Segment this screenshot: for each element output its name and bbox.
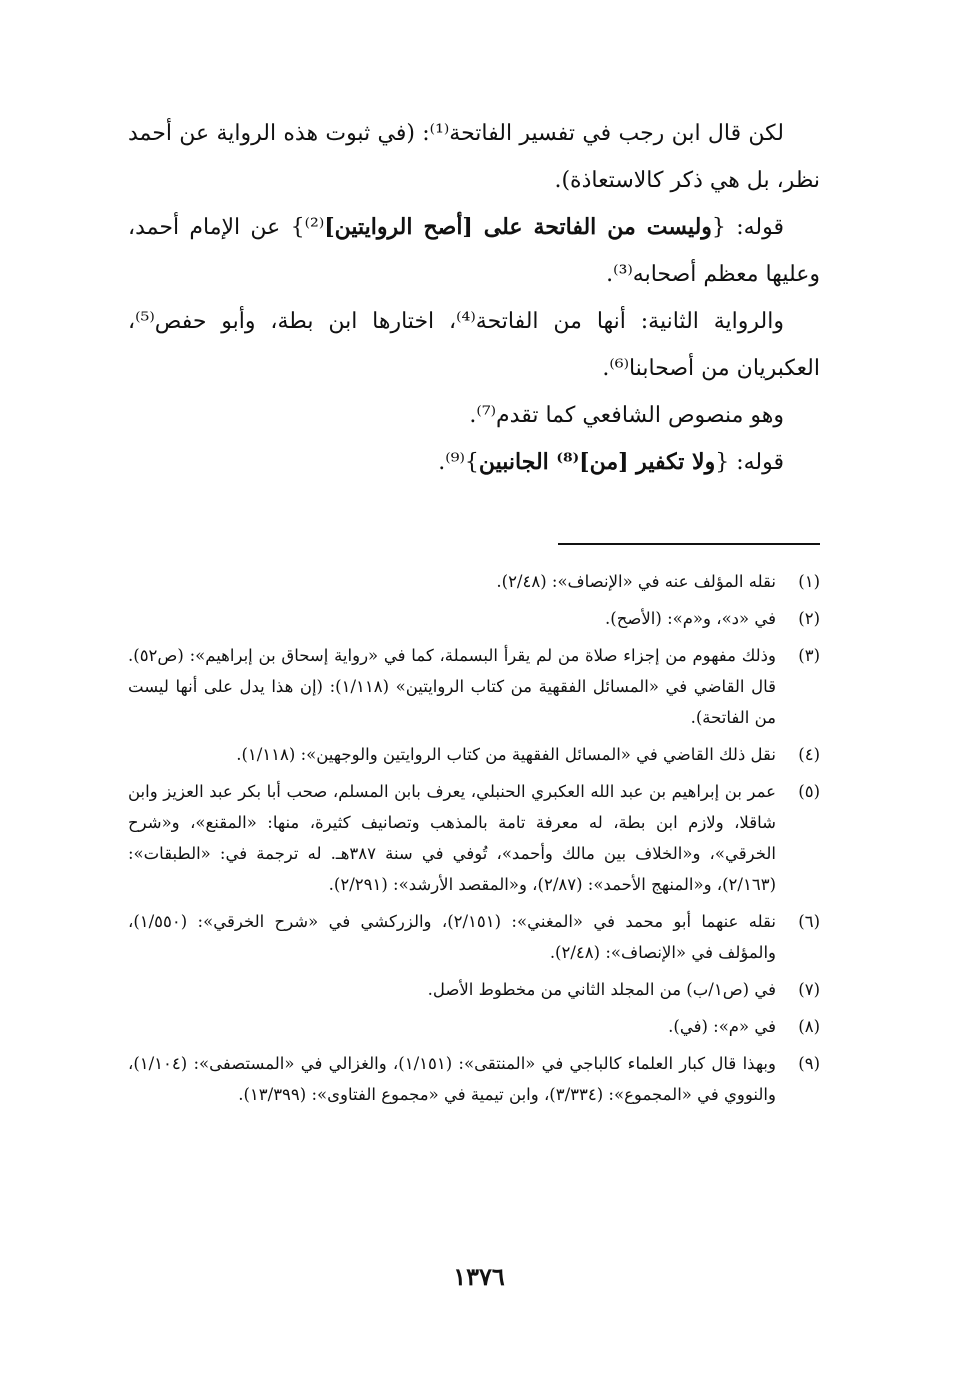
footnote-number: (٧) xyxy=(798,980,820,999)
footnote-2 xyxy=(128,603,820,634)
paragraph-2-suffix: ⁽²⁾} عن الإمام أحمد، وعليها معظم أصحابه⁽³⁾. xyxy=(128,215,820,287)
footnote-7 xyxy=(128,974,820,1005)
footnote-number: (٦) xyxy=(798,912,820,931)
footnote-text: وذلك مفهوم من إجزاء صلاة من لم يقرأ البسملة، كما في «رواية إسحاق بن إبراهيم»: (ص٥٢). قال القاضي في «المسائل الفقهية من كتاب الروايتين» (١/١١٨): (إن هذا يدل على أنها ليست من الفاتحة). xyxy=(128,646,776,727)
footnote-number: (٢) xyxy=(798,609,820,628)
paragraph-4 xyxy=(128,392,820,439)
footnote-number: (٩) xyxy=(798,1054,820,1073)
footnote-text: وبهذا قال كبار العلماء كالباجي في «المنتقى»: (١/١٥١)، والغزالي في «المستصفى»: (١/١٠٤)، والنووي في «المجموع»: (٣/٣٣٤)، وابن تيمية في «مجموع الفتاوى»: (١٣/٣٩٩). xyxy=(128,1054,776,1104)
paragraph-3 xyxy=(128,298,820,392)
footnote-text: في (ص١/ب) من المجلد الثاني من مخطوط الأصل. xyxy=(427,980,776,999)
footnote-text: في «د»، و«م»: (الأصح). xyxy=(605,609,776,628)
paragraph-2-quote: وليست من الفاتحة على [أصح الروايتين] xyxy=(324,214,712,240)
footnote-1 xyxy=(128,566,820,597)
paragraph-1 xyxy=(128,110,820,204)
paragraph-2 xyxy=(128,204,820,298)
paragraph-5 xyxy=(128,439,820,486)
footnote-number: (٤) xyxy=(798,745,820,764)
paragraph-5-prefix: قوله: { xyxy=(715,450,784,475)
footnote-8 xyxy=(128,1011,820,1042)
footnote-text: نقله المؤلف عنه في «الإنصاف»: (٢/٤٨). xyxy=(496,572,776,591)
footnote-number: (٣) xyxy=(798,646,820,665)
footnote-9 xyxy=(128,1048,820,1110)
footnotes xyxy=(128,566,820,1116)
paragraph-5-quote: ولا تكفير [من]⁽⁸⁾ الجانبين xyxy=(478,449,716,475)
page-number: ١٣٧٦ xyxy=(453,1262,505,1291)
paragraph-4-text: وهو منصوص الشافعي كما تقدم⁽⁷⁾. xyxy=(469,403,784,428)
footnote-divider xyxy=(558,543,820,545)
footnote-5 xyxy=(128,776,820,900)
footnote-text: في «م»: (في). xyxy=(668,1017,776,1036)
footnote-number: (٥) xyxy=(798,782,820,801)
footnote-4 xyxy=(128,739,820,770)
footnote-6 xyxy=(128,906,820,968)
paragraph-5-suffix: }⁽⁹⁾. xyxy=(438,450,479,475)
paragraph-3-text: والرواية الثانية: أنها من الفاتحة⁽⁴⁾، اختارها ابن بطة، وأبو حفص⁽⁵⁾، العكبريان من أصحابنا⁽⁶⁾. xyxy=(128,309,820,381)
footnote-text: نقل ذلك القاضي في «المسائل الفقهية من كتاب الروايتين والوجهين»: (١/١١٨). xyxy=(236,745,776,764)
main-text xyxy=(128,110,820,486)
paragraph-1-text: لكن قال ابن رجب في تفسير الفاتحة⁽¹⁾: (في ثبوت هذه الرواية عن أحمد نظر، بل هي ذكر كالاستعاذة). xyxy=(128,121,820,193)
footnote-text: عمر بن إبراهيم بن عبد الله العكبري الحنبلي، يعرف بابن المسلم، صحب أبا بكر عبد العزيز وابن شاقلا، ولازم ابن بطة، له معرفة تامة بالمذهب وتصانيف كثيرة، منها: «المقنع»، و«شرح الخرقي»، و«الخلاف بين مالك وأحمد»، تُوفي في سنة ٣٨٧هـ. له ترجمة في: «الطبقات»: (٢/١٦٣)، و«المنهج الأحمد»: (٢/٨٧)، و«المقصد الأرشد»: (٢/٢٩١). xyxy=(128,782,776,894)
footnote-number: (٨) xyxy=(798,1017,820,1036)
paragraph-2-prefix: قوله: { xyxy=(711,215,784,240)
footnote-number: (١) xyxy=(798,572,820,591)
footnote-3 xyxy=(128,640,820,733)
footnote-text: نقله عنهما أبو محمد في «المغني»: (٢/١٥١)، والزركشي في «شرح الخرقي»: (١/٥٥٠)، والمؤلف في «الإنصاف»: (٢/٤٨). xyxy=(128,912,776,962)
